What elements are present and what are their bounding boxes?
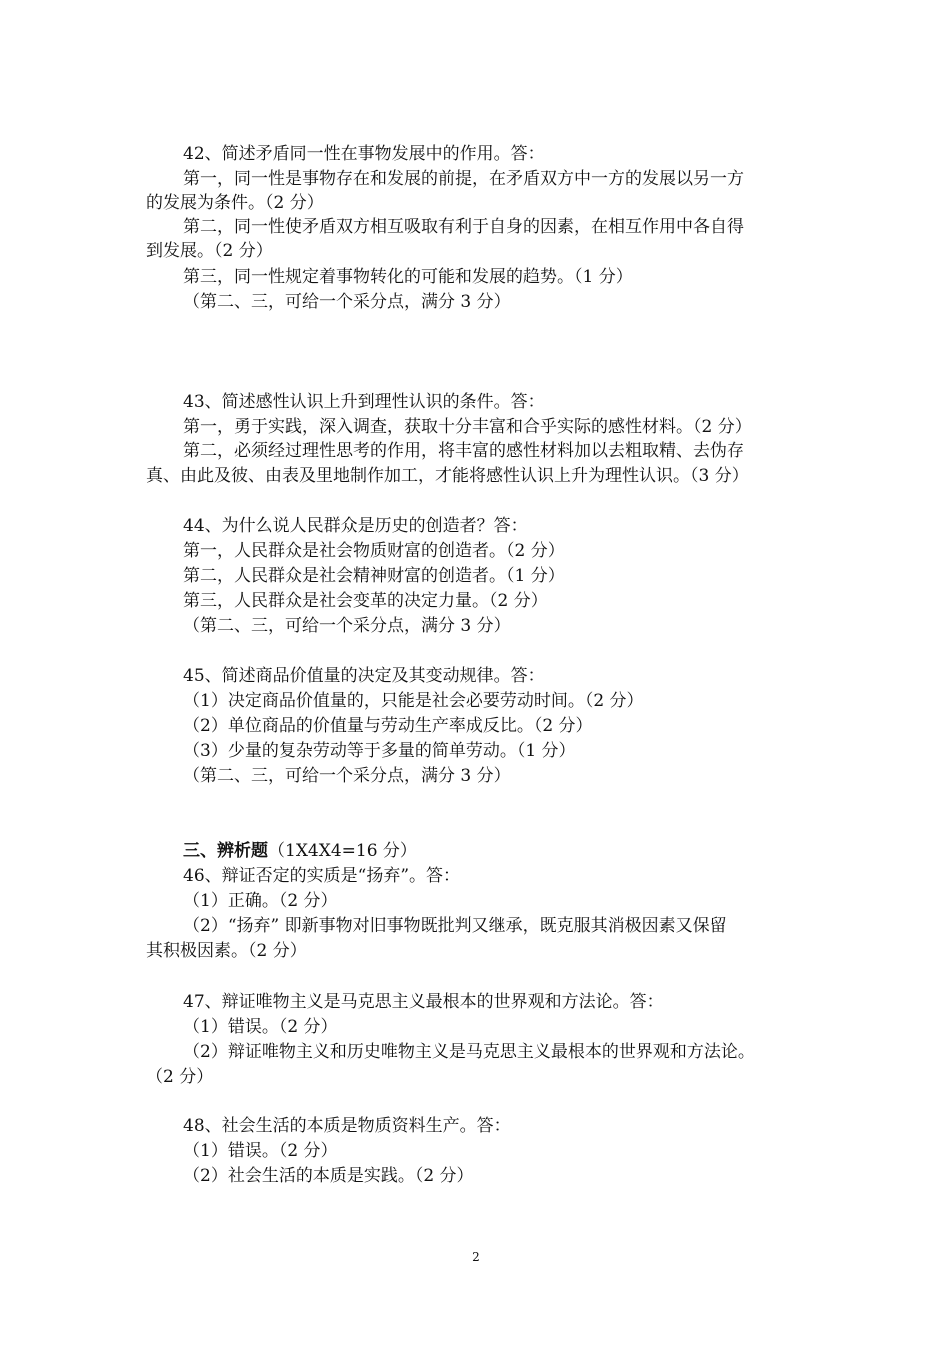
q47-question: 47、辩证唯物主义是马克思主义最根本的世界观和方法论。答： [183,992,664,1012]
q44-point-2: 第二，人民群众是社会精神财富的创造者。（1 分） [183,566,565,586]
q44-question: 44、为什么说人民群众是历史的创造者？答： [183,516,528,536]
q45-scoring-note: （第二、三，可给一个采分点，满分 3 分） [183,766,511,786]
q42-point-1: 第一，同一性是事物存在和发展的前提，在矛盾双方中一方的发展以另一方 [183,169,744,189]
q44-point-3: 第三，人民群众是社会变革的决定力量。（2 分） [183,591,548,611]
section-3-score: （1X4X4=16 分） [268,841,417,861]
q47-point-2: （2）辩证唯物主义和历史唯物主义是马克思主义最根本的世界观和方法论。 [183,1042,755,1062]
q45-point-1: （1）决定商品价值量的，只能是社会必要劳动时间。（2 分） [183,691,644,711]
q47-point-1: （1）错误。（2 分） [183,1017,338,1037]
q42-point-1-cont: 的发展为条件。（2 分） [146,193,324,213]
q43-question: 43、简述感性认识上升到理性认识的条件。答： [183,392,545,412]
q42-point-2: 第二，同一性使矛盾双方相互吸取有利于自身的因素，在相互作用中各自得 [183,217,744,237]
q44-scoring-note: （第二、三，可给一个采分点，满分 3 分） [183,616,511,636]
q46-point-2: （2）“扬弃” 即新事物对旧事物既批判又继承，既克服其消极因素又保留 [183,916,727,936]
q42-point-3: 第三，同一性规定着事物转化的可能和发展的趋势。（1 分） [183,267,633,287]
q44-point-1: 第一，人民群众是社会物质财富的创造者。（2 分） [183,541,565,561]
q47-point-2-cont: （2 分） [146,1067,214,1087]
page-number: 2 [472,1250,480,1264]
section-3-title: 三、辨析题 [183,841,268,861]
q46-point-1: （1）正确。（2 分） [183,891,338,911]
q46-question: 46、辩证否定的实质是“扬弃”。答： [183,866,461,886]
section-3-heading [183,840,853,862]
q45-point-2: （2）单位商品的价值量与劳动生产率成反比。（2 分） [183,716,593,736]
q46-point-2-cont: 其积极因素。（2 分） [146,941,307,961]
q45-question: 45、简述商品价值量的决定及其变动规律。答： [183,666,545,686]
q43-point-1: 第一，勇于实践，深入调查，获取十分丰富和合乎实际的感性材料。（2 分） [183,417,752,437]
q42-point-2-cont: 到发展。（2 分） [146,241,273,261]
q43-point-2-cont: 真、由此及彼、由表及里地制作加工，才能将感性认识上升为理性认识。（3 分） [146,466,749,486]
q48-point-1: （1）错误。（2 分） [183,1141,338,1161]
q42-scoring-note: （第二、三，可给一个采分点，满分 3 分） [183,292,511,312]
q45-point-3: （3）少量的复杂劳动等于多量的简单劳动。（1 分） [183,741,576,761]
q48-question: 48、社会生活的本质是物质资料生产。答： [183,1116,511,1136]
q48-point-2: （2）社会生活的本质是实践。（2 分） [183,1166,474,1186]
q42-question: 42、简述矛盾同一性在事物发展中的作用。答： [183,144,545,164]
q43-point-2: 第二，必须经过理性思考的作用，将丰富的感性材料加以去粗取精、去伪存 [183,441,744,461]
